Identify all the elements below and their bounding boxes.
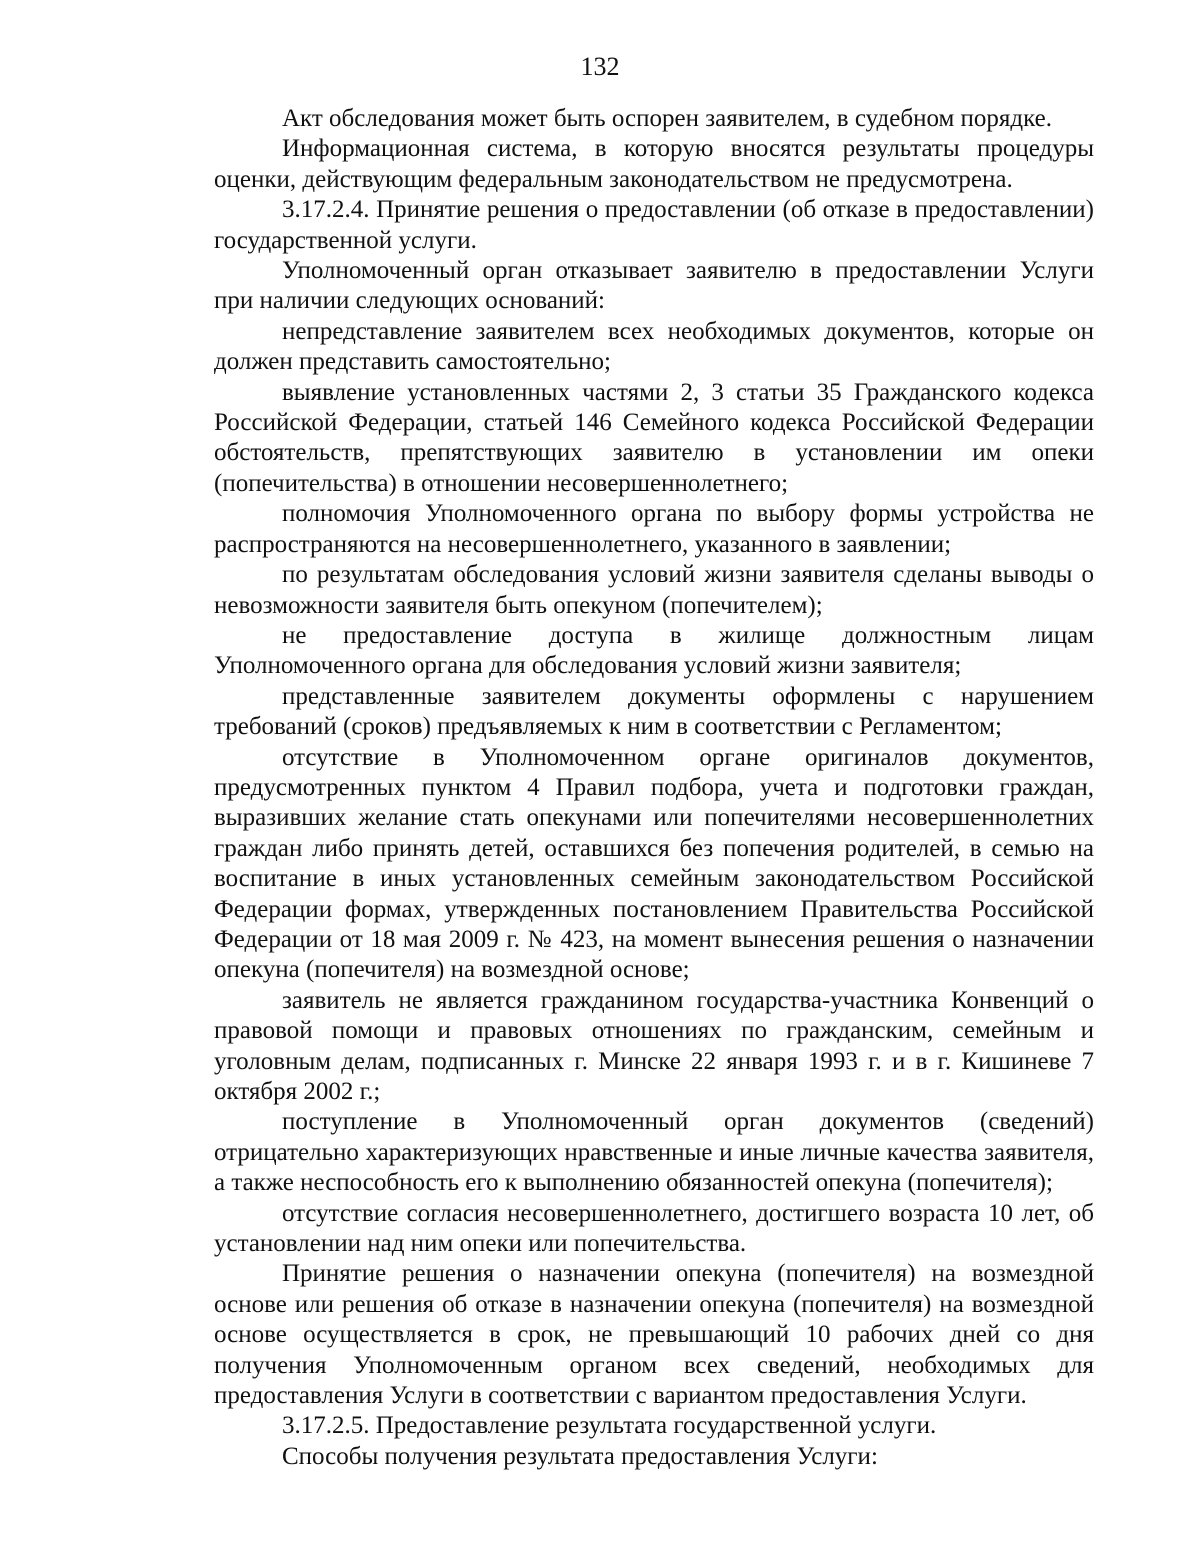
list-item-ground: поступление в Уполномоченный орган документов (сведений) отрицательно характеризующих нравственные и иные личные качества заявителя, а также неспособность его к выполнению обязанностей опекуна (попечителя); [214, 1108, 1094, 1197]
body-text [214, 104, 1094, 1472]
section-heading-3-17-2-4: 3.17.2.4. Принятие решения о предоставлении (об отказе в предоставлении) государственной услуги. [214, 196, 1094, 254]
section-heading-3-17-2-5: 3.17.2.5. Предоставление результата государственной услуги. [282, 1412, 937, 1440]
list-item-ground: полномочия Уполномоченного органа по выбору формы устройства не распространяются на несовершеннолетнего, указанного в заявлении; [214, 500, 1094, 558]
list-item-ground: отсутствие согласия несовершеннолетнего, достигшего возраста 10 лет, об установлении над ним опеки или попечительства. [214, 1199, 1094, 1258]
list-item-ground: по результатам обследования условий жизни заявителя сделаны выводы о невозможности заявителя быть опекуном (попечителем); [214, 561, 1094, 619]
list-item-ground: непредставление заявителем всех необходимых документов, которые он должен представить самостоятельно; [214, 317, 1094, 376]
paragraph-decision-term: Принятие решения о назначении опекуна (попечителя) на возмездной основе или решения об отказе в назначении опекуна (попечителя) на возмездной основе осуществляется в срок, не превышающий 10 рабочих дней со дня получения Уполномоченным органом всех сведений, необходимых для предоставления Услуги в соответствии с вариантом предоставления Услуги. [214, 1260, 1094, 1410]
list-item-ground: представленные заявителем документы оформлены с нарушением требований (сроков) предъявляемых к ним в соответствии с Регламентом; [214, 682, 1094, 741]
list-item-ground: не предоставление доступа в жилище должностным лицам Уполномоченного органа для обследования условий жизни заявителя; [214, 621, 1094, 680]
page-number: 132 [580, 52, 620, 81]
list-item-ground: заявитель не является гражданином государства-участника Конвенций о правовой помощи и правовых отношениях по гражданским, семейным и уголовным делам, подписанных г. Минске 22 января 1993 г. и в г. Кишиневе 7 октября 2002 г.; [214, 986, 1094, 1105]
paragraph-result-methods: Способы получения результата предоставления Услуги: [282, 1442, 878, 1470]
paragraph-inspection-act: Акт обследования может быть оспорен заявителем, в судебном порядке. [282, 105, 1053, 132]
list-item-ground: выявление установленных частями 2, 3 статьи 35 Гражданского кодекса Российской Федерации, статьей 146 Семейного кодекса Российской Федерации обстоятельств, препятствующих заявителю в установлении им опеки (попечительства) в отношении несовершеннолетнего; [214, 378, 1094, 497]
list-item-ground: отсутствие в Уполномоченном органе оригиналов документов, предусмотренных пунктом 4 Правил подбора, учета и подготовки граждан, выразивших желание стать опекунами или попечителями несовершеннолетних граждан либо принять детей, оставшихся без попечения родителей, в семью на воспитание в иных установленных семейным законодательством Российской Федерации формах, утвержденных постановлением Правительства Российской Федерации от 18 мая 2009 г. № 423, на момент вынесения решения о назначении опекуна (попечителя) на возмездной основе; [214, 743, 1094, 984]
paragraph-information-system: Информационная система, в которую вносятся результаты процедуры оценки, действующим федеральным законодательством не предусмотрена. [214, 135, 1094, 193]
paragraph-refusal-grounds-intro: Уполномоченный орган отказывает заявителю в предоставлении Услуги при наличии следующих оснований: [214, 257, 1094, 315]
